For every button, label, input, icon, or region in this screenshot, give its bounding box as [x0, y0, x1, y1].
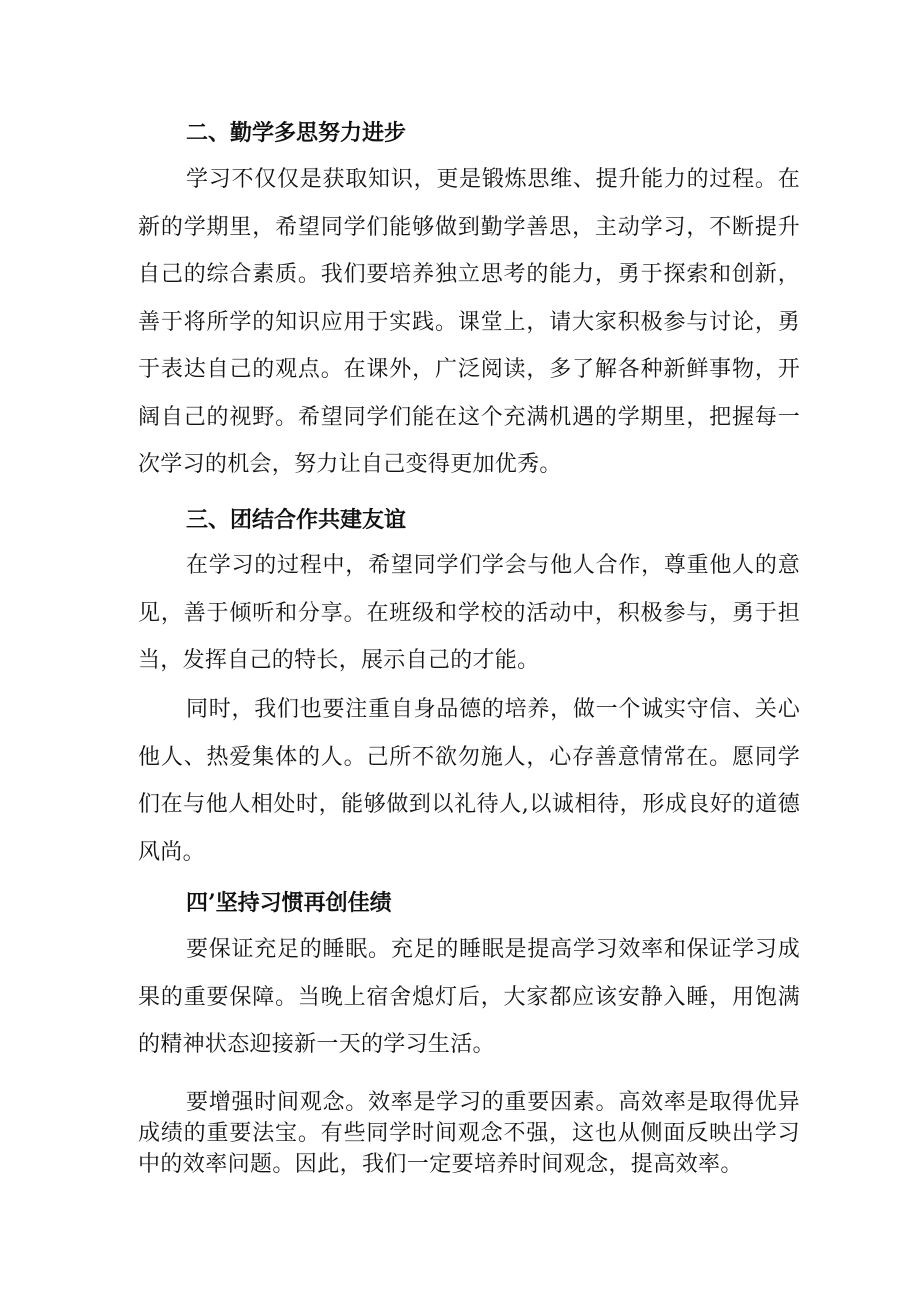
- section-3-paragraph-1: 在学习的过程中，希望同学们学会与他人合作，尊重他人的意见，善于倾听和分享。在班级和学校的活动中，积极参与，勇于担当，发挥自己的特长，展示自己的才能。: [138, 553, 800, 673]
- section-4-paragraph-1: 要保证充足的睡眠。充足的睡眠是提高学习效率和保证学习成果的重要保障。当晚上宿舍熄灯后，大家都应该安静入睡，用饱满的精神状态迎接新一天的学习生活。: [138, 937, 800, 1057]
- section-heading-4: 四’坚持习惯再创佳绩: [186, 890, 392, 916]
- section-heading-3: 三、团结合作共建友谊: [186, 507, 407, 533]
- section-2-paragraph: 学习不仅仅是获取知识，更是锻炼思维、提升能力的过程。在新的学期里，希望同学们能够做到勤学善思，主动学习，不断提升自己的综合素质。我们要培养独立思考的能力，勇于探索和创新，善于将所学的知识应用于实践。课堂上，请大家积极参与讨论，勇于表达自己的观点。在课外，广泛阅读，多了解各种新鲜事物，开阔自己的视野。希望同学们能在这个充满机遇的学期里，把握每一次学习的机会，努力让自己变得更加优秀。: [138, 167, 800, 477]
- section-3-paragraph-2: 同时，我们也要注重自身品德的培养，做一个诚实守信、关心他人、热爱集体的人。己所不欲勿施人，心存善意情常在。愿同学们在与他人相处时，能够做到以礼待人,以诚相待，形成良好的道德风尚。: [138, 697, 800, 865]
- section-4-paragraph-2: 要增强时间观念。效率是学习的重要因素。高效率是取得优异成绩的重要法宝。有些同学时间观念不强，这也从侧面反映出学习中的效率问题。因此，我们一定要培养时间观念，提高效率。: [138, 1090, 800, 1177]
- section-heading-2: 二、勤学多思努力进步: [186, 120, 407, 146]
